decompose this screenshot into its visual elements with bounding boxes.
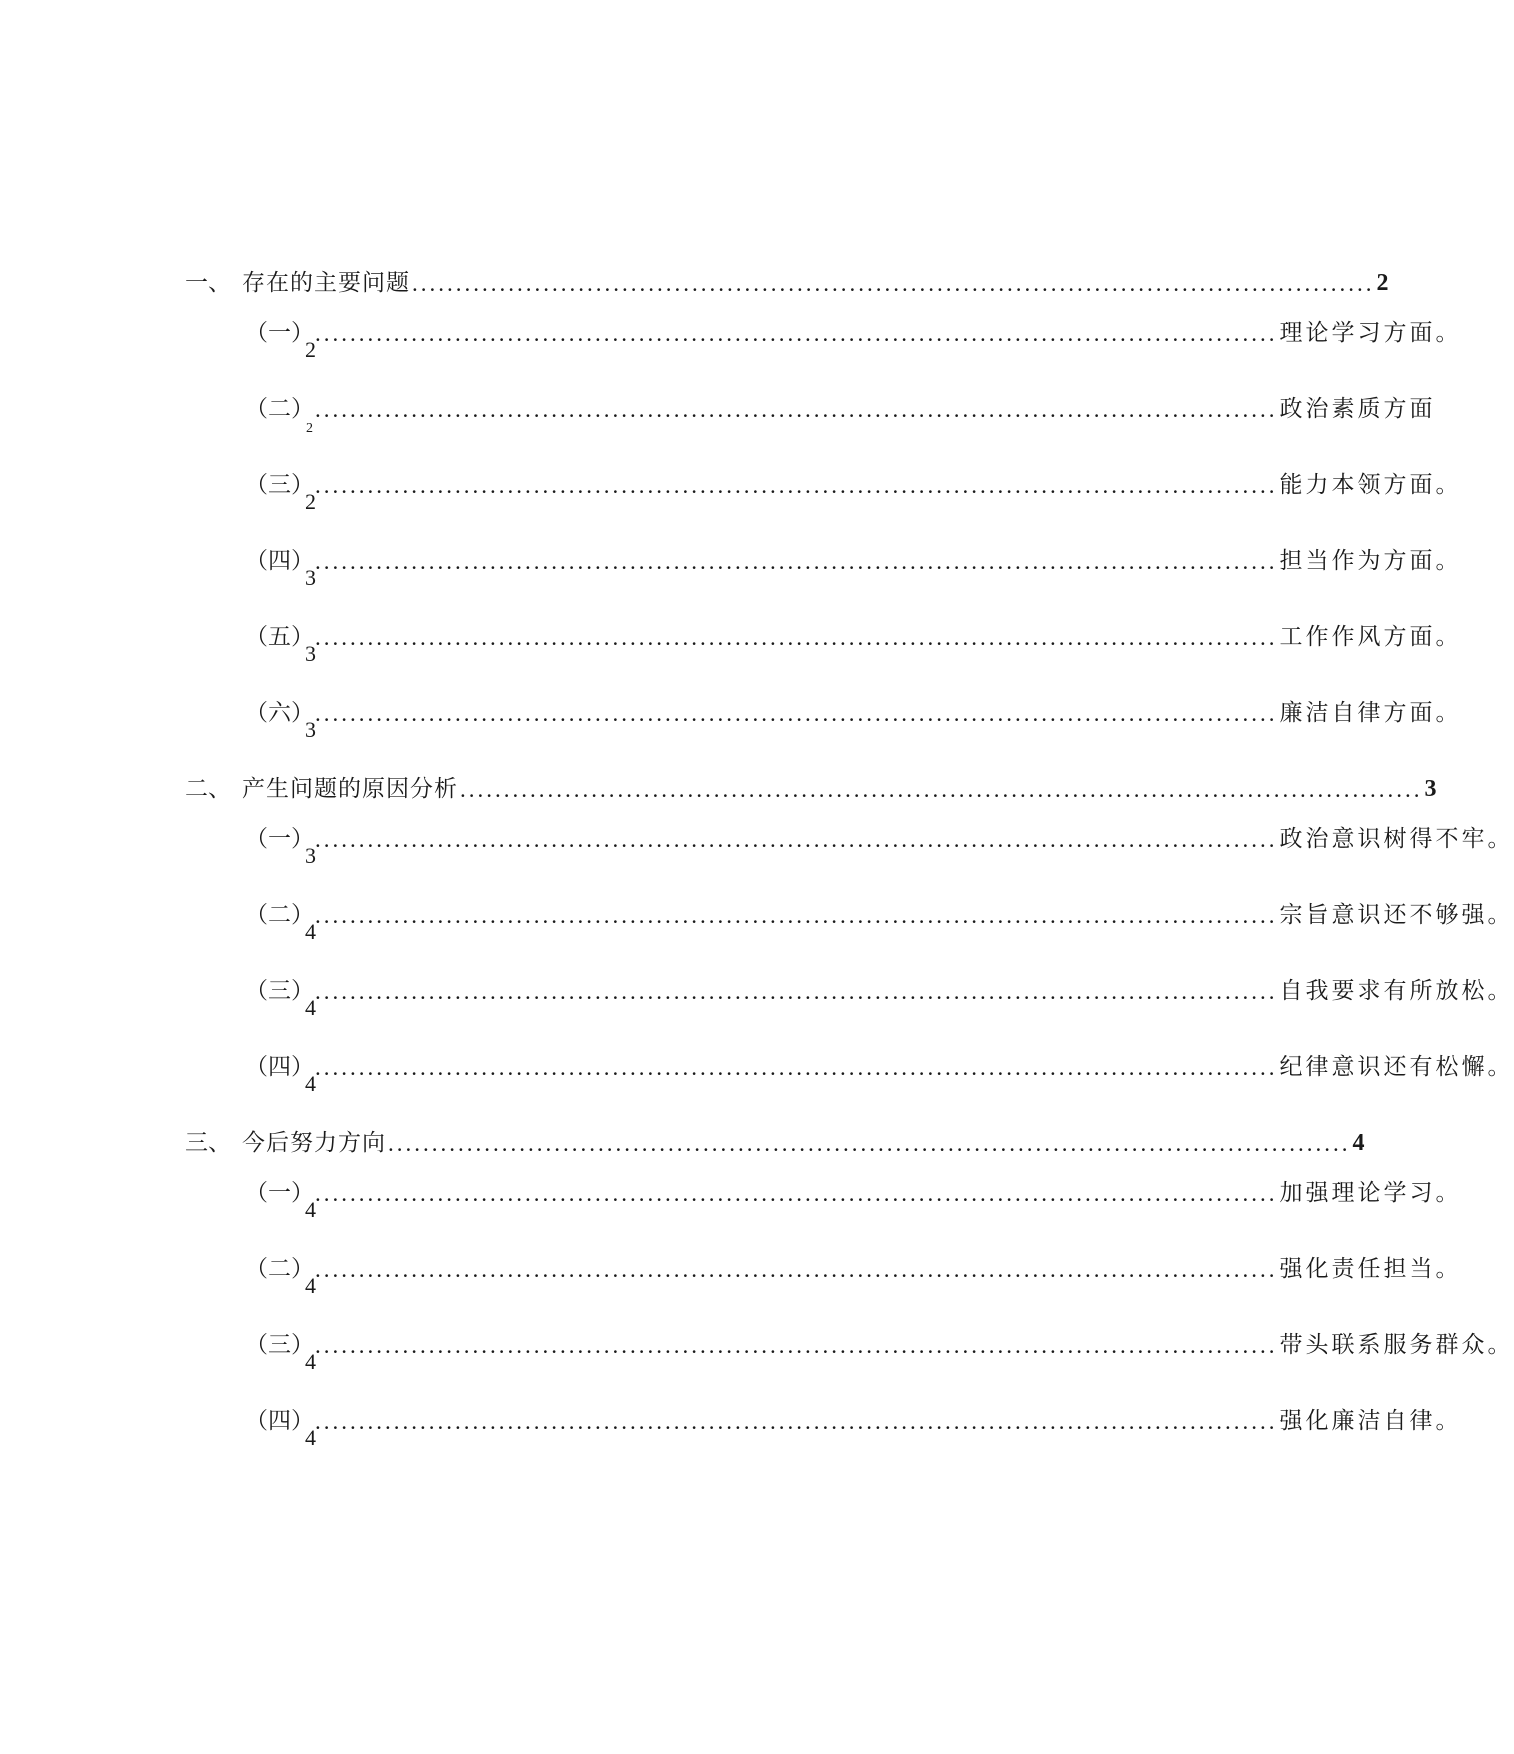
dot-leader: .............................................................................................................. (315, 1333, 1278, 1358)
item-title: 纪律意识还有松懈。 (1279, 1054, 1514, 1080)
item-page-number: 3 (305, 641, 316, 666)
dot-leader: .............................................................................................................. (315, 625, 1278, 650)
dot-leader: .............................................................................................................. (315, 473, 1278, 498)
toc-section-1[interactable] (185, 257, 1389, 297)
toc-item-2-2[interactable] (245, 889, 1514, 929)
item-title: 政治意识树得不牢。 (1279, 826, 1514, 852)
item-page-number: 4 (305, 1273, 316, 1298)
toc-item-2-4[interactable] (245, 1041, 1514, 1081)
dot-leader: .............................................................................................................. (315, 1257, 1278, 1282)
item-page-number: 4 (305, 995, 316, 1020)
item-title: 强化责任担当。 (1279, 1256, 1462, 1282)
item-title: 强化廉洁自律。 (1279, 1408, 1462, 1434)
dot-leader: .............................................................................................................. (315, 903, 1278, 928)
item-number: （六） (245, 700, 314, 726)
section-number: 一、 (185, 270, 231, 296)
toc-item-2-1[interactable] (245, 813, 1514, 853)
toc-item-1-3[interactable] (245, 459, 1462, 499)
section-page-number: 4 (1352, 1130, 1365, 1156)
item-title: 理论学习方面。 (1279, 320, 1462, 346)
toc-item-2-3[interactable] (245, 965, 1514, 1005)
item-page-number: 4 (305, 1071, 316, 1096)
toc-item-3-1[interactable] (245, 1167, 1462, 1207)
item-number: （四） (245, 1054, 314, 1080)
item-page-number: 2 (305, 337, 316, 362)
item-number: （二） (245, 396, 314, 422)
dot-leader: .............................................................................................................. (412, 271, 1375, 296)
dot-leader: .............................................................................................................. (388, 1131, 1351, 1156)
item-page-number: 2 (305, 489, 316, 514)
dot-leader: .............................................................................................................. (315, 397, 1278, 422)
toc-item-1-1[interactable] (245, 307, 1462, 347)
item-number: （一） (245, 320, 314, 346)
toc-item-1-4[interactable] (245, 535, 1462, 575)
item-number: （五） (245, 624, 314, 650)
dot-leader: .............................................................................................................. (315, 1055, 1278, 1080)
item-page-number: 4 (305, 919, 316, 944)
dot-leader: .............................................................................................................. (315, 1181, 1278, 1206)
item-page-number: 4 (305, 1425, 316, 1450)
item-number: （二） (245, 902, 314, 928)
dot-leader: .............................................................................................................. (315, 321, 1278, 346)
toc-item-1-2[interactable] (245, 383, 1436, 423)
item-page-number: 3 (305, 843, 316, 868)
section-page-number: 2 (1376, 270, 1389, 296)
item-page-number: 2 (306, 421, 313, 436)
item-title: 能力本领方面。 (1279, 472, 1462, 498)
item-title: 工作作风方面。 (1279, 624, 1462, 650)
item-title: 带头联系服务群众。 (1279, 1332, 1514, 1358)
item-page-number: 4 (305, 1349, 316, 1374)
item-number: （四） (245, 548, 314, 574)
item-page-number: 3 (305, 717, 316, 742)
toc-item-1-5[interactable] (245, 611, 1462, 651)
item-number: （一） (245, 1180, 314, 1206)
item-title: 自我要求有所放松。 (1279, 978, 1514, 1004)
toc-item-3-4[interactable] (245, 1395, 1462, 1435)
item-number: （四） (245, 1408, 314, 1434)
toc-item-3-2[interactable] (245, 1243, 1462, 1283)
item-title: 廉洁自律方面。 (1279, 700, 1462, 726)
item-number: （二） (245, 1256, 314, 1282)
dot-leader: .............................................................................................................. (315, 549, 1278, 574)
section-title: 今后努力方向 (242, 1130, 386, 1156)
section-title: 存在的主要问题 (242, 270, 410, 296)
item-page-number: 3 (305, 565, 316, 590)
toc-item-3-3[interactable] (245, 1319, 1514, 1359)
toc-section-2[interactable] (185, 763, 1437, 803)
item-page-number: 4 (305, 1197, 316, 1222)
dot-leader: .............................................................................................................. (460, 777, 1423, 802)
item-number: （三） (245, 1332, 314, 1358)
section-number: 三、 (185, 1130, 231, 1156)
section-title: 产生问题的原因分析 (242, 776, 458, 802)
item-number: （三） (245, 978, 314, 1004)
item-title: 宗旨意识还不够强。 (1279, 902, 1514, 928)
item-title: 政治素质方面 (1279, 396, 1436, 422)
item-number: （三） (245, 472, 314, 498)
dot-leader: .............................................................................................................. (315, 701, 1278, 726)
section-number: 二、 (185, 776, 231, 802)
dot-leader: .............................................................................................................. (315, 1409, 1278, 1434)
dot-leader: .............................................................................................................. (315, 979, 1278, 1004)
item-title: 加强理论学习。 (1279, 1180, 1462, 1206)
toc-item-1-6[interactable] (245, 687, 1462, 727)
dot-leader: .............................................................................................................. (315, 827, 1278, 852)
item-title: 担当作为方面。 (1279, 548, 1462, 574)
section-page-number: 3 (1424, 776, 1437, 802)
item-number: （一） (245, 826, 314, 852)
toc-section-3[interactable] (185, 1117, 1365, 1157)
